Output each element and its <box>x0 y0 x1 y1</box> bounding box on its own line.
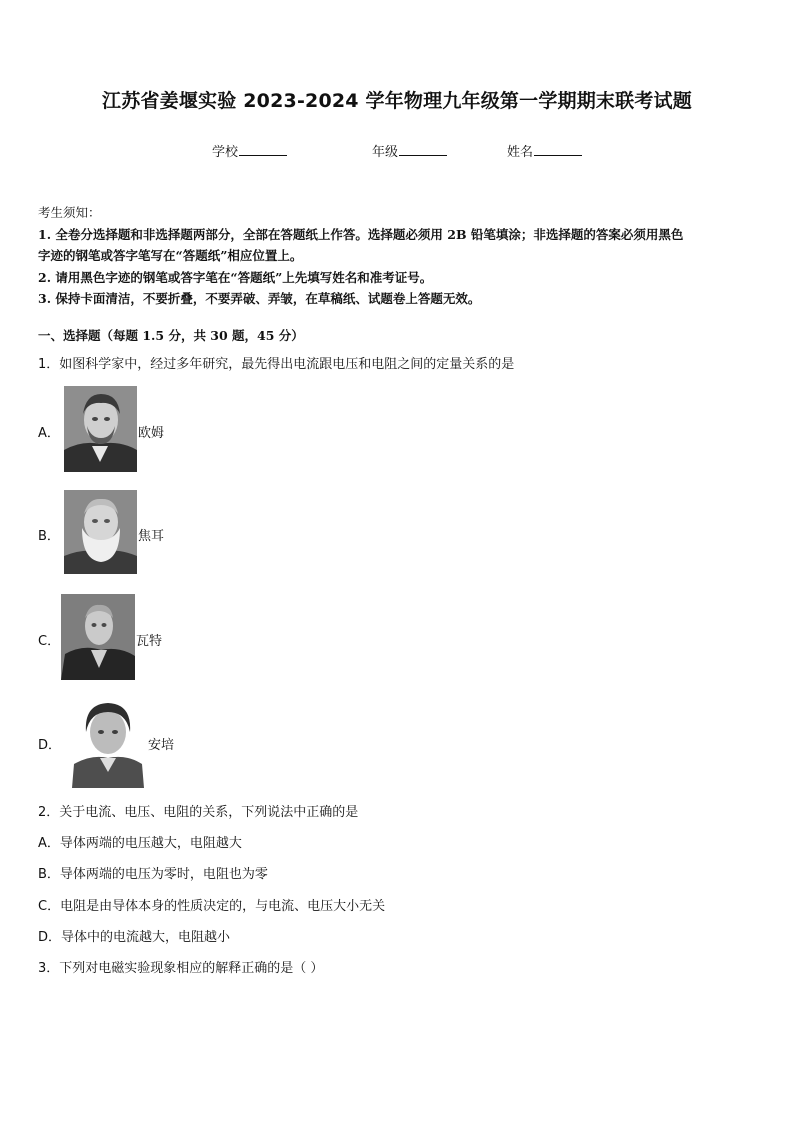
school-blank[interactable] <box>239 143 287 156</box>
section-title: 一、选择题（每题 1.5 分，共 30 题，45 分） <box>38 328 304 343</box>
question-2-option-c: C．电阻是由导体本身的性质决定的，与电流、电压大小无关 <box>38 899 386 914</box>
grade-field[interactable] <box>372 141 447 160</box>
grade-blank[interactable] <box>399 143 447 156</box>
school-field[interactable] <box>212 141 287 160</box>
question-2-option-b: B．导体两端的电压为零时，电阻也为零 <box>38 867 268 882</box>
question-2-option-a: A．导体两端的电压越大，电阻越大 <box>38 836 242 851</box>
portrait-ampere-image <box>70 698 146 788</box>
grade-label: 年级 <box>372 145 399 160</box>
option-a-name: 欧姆 <box>138 426 165 441</box>
notice-item: 字迹的钢笔或答字笔写在“答题纸”相应位置上。 <box>38 248 303 263</box>
exam-notice <box>38 202 758 310</box>
notice-item: 2. 请用黑色字迹的钢笔或答字笔在“答题纸”上先填写姓名和准考证号。 <box>38 269 433 285</box>
option-a-letter: A． <box>38 426 60 441</box>
portrait-joule-image <box>64 490 137 574</box>
name-label: 姓名 <box>507 145 534 160</box>
notice-heading: 考生须知： <box>38 205 101 220</box>
notice-item: 1. 全卷分选择题和非选择题两部分，全部在答题纸上作答。选择题必须用 2B 铅笔填涂；非选择题的答案必须用黑色 <box>38 226 684 242</box>
name-field[interactable] <box>507 141 582 160</box>
option-d-name: 安培 <box>148 738 175 753</box>
exam-title: 江苏省姜堰实验 2023-2024 学年物理九年级第一学期期末联考试题 <box>102 90 692 112</box>
student-info-fields <box>0 141 794 161</box>
portrait-ohm-image <box>64 386 137 472</box>
question-3-stem: 3．下列对电磁实验现象相应的解释正确的是（ ） <box>38 961 324 976</box>
question-2-stem: 2．关于电流、电压、电阻的关系，下列说法中正确的是 <box>38 805 359 820</box>
question-1-stem: 1．如图科学家中，经过多年研究，最先得出电流跟电压和电阻之间的定量关系的是 <box>38 357 515 372</box>
school-label: 学校 <box>212 145 239 160</box>
name-blank[interactable] <box>534 143 582 156</box>
option-c-name: 瓦特 <box>136 634 163 649</box>
option-c-letter: C． <box>38 634 61 649</box>
option-b-letter: B． <box>38 529 60 544</box>
notice-item: 3. 保持卡面清洁，不要折叠，不要弄破、弄皱，在草稿纸、试题卷上答题无效。 <box>38 291 481 306</box>
portrait-watt-image <box>61 594 135 680</box>
option-b-name: 焦耳 <box>138 529 165 544</box>
option-d-letter: D． <box>38 738 62 753</box>
question-2-option-d: D．导体中的电流越大，电阻越小 <box>38 930 231 945</box>
